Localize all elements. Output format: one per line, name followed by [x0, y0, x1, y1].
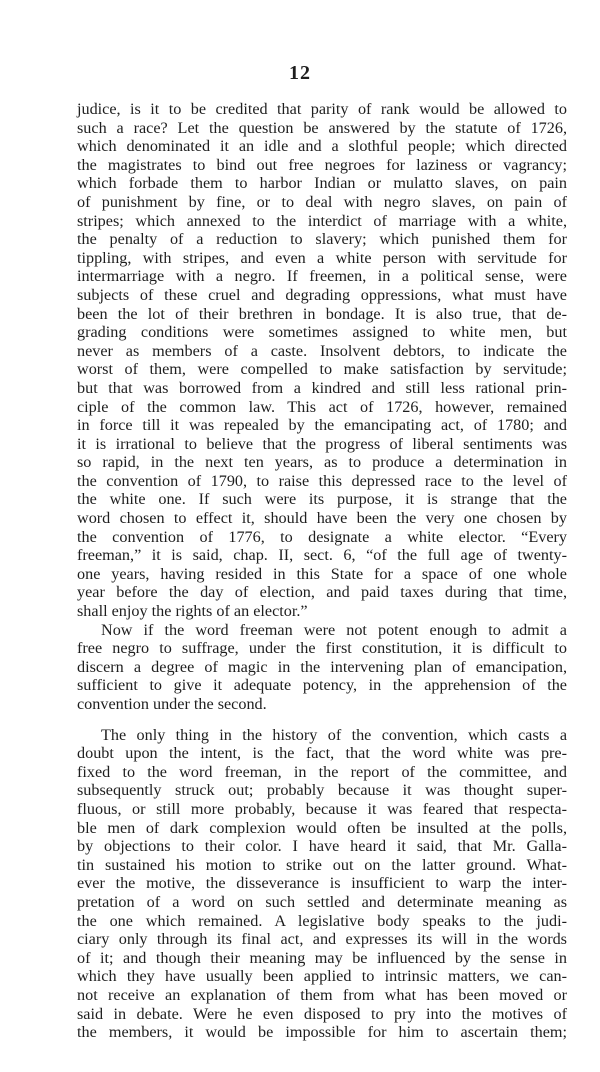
text-line: tin sustained his motion to strike out on the latter ground. What-	[77, 855, 567, 874]
text-line: which forbade them to harbor Indian or mulatto slaves, on pain	[77, 174, 567, 193]
text-line: so rapid, in the next ten years, as to produce a determination in	[77, 453, 567, 472]
text-line: fluous, or still more probably, because it was feared that respecta-	[77, 799, 567, 818]
text-line: by objections to their color. I have heard it said, that Mr. Galla-	[77, 837, 567, 856]
text-line: shall enjoy the rights of an elector.”	[77, 602, 308, 621]
text-line: intermarriage with a negro. If freemen, in a political sense, were	[77, 267, 567, 286]
text-line: of punishment by fine, or to deal with negro slaves, on pain of	[77, 192, 567, 211]
text-line: but that was borrowed from a kindred and still less rational prin-	[77, 378, 567, 397]
text-line: discern a degree of magic in the intervening plan of emancipation,	[77, 657, 567, 676]
text-line: ever the motive, the disseverance is insufficient to warp the inter-	[77, 874, 567, 893]
text-line: been the lot of their brethren in bondage. It is also true, that de-	[77, 304, 567, 323]
text-line: the white one. If such were its purpose, it is strange that the	[77, 490, 567, 509]
text-line: convention under the second.	[77, 695, 267, 713]
text-line: tippling, with stripes, and even a white person with servitude for	[77, 248, 567, 267]
text-line: Now if the word freeman were not potent enough to admit a	[101, 620, 567, 639]
page-number: 12	[289, 62, 311, 84]
text-line: the members, it would be impossible for him to ascertain them;	[77, 1023, 567, 1042]
text-line: one years, having resided in this State for a space of one whole	[77, 564, 567, 583]
text-line: free negro to suffrage, under the first constitution, it is difficult to	[77, 639, 567, 658]
text-line: which they have usually been applied to intrinsic matters, we can-	[77, 967, 567, 986]
text-line: ble men of dark complexion would often be insulted at the polls,	[77, 818, 567, 837]
text-line: the convention of 1790, to raise this depressed race to the level of	[77, 471, 567, 490]
text-line: never as members of a caste. Insolvent debtors, to indicate the	[77, 341, 567, 360]
paragraph-gap	[77, 714, 567, 726]
text-line: ciple of the common law. This act of 1726, however, remained	[77, 397, 567, 416]
text-line: of it; and though their meaning may be influenced by the sense in	[77, 948, 567, 967]
text-line: The only thing in the history of the convention, which casts a	[101, 725, 567, 744]
text-line: not receive an explanation of them from what has been moved or	[77, 985, 567, 1004]
paragraph-1	[77, 100, 567, 621]
text-line: judice, is it to be credited that parity of rank would be allowed to	[77, 100, 567, 118]
text-line: year before the day of election, and paid taxes during that time,	[77, 583, 567, 602]
body-text	[77, 100, 567, 1042]
text-line: fixed to the word freeman, in the report of the committee, and	[77, 762, 567, 781]
paragraph-3	[77, 726, 567, 1042]
text-line: pretation of a word on such settled and determinate meaning as	[77, 892, 567, 911]
paragraph-2	[77, 621, 567, 714]
text-line: doubt upon the intent, is the fact, that the word white was pre-	[77, 744, 567, 763]
text-line: which denominated it an idle and a slothful people; which directed	[77, 137, 567, 156]
text-line: said in debate. Were he even disposed to pry into the motives of	[77, 1004, 567, 1023]
text-line: the penalty of a reduction to slavery; which punished them for	[77, 230, 567, 249]
text-line: grading conditions were sometimes assigned to white men, but	[77, 323, 567, 342]
text-line: subsequently struck out; probably because it was thought super-	[77, 781, 567, 800]
text-line: such a race? Let the question be answered by the statute of 1726,	[77, 118, 567, 137]
text-line: ciary only through its final act, and expresses its will in the words	[77, 930, 567, 949]
text-line: subjects of these cruel and degrading oppressions, what must have	[77, 285, 567, 304]
text-line: the convention of 1776, to designate a white elector. “Every	[77, 527, 567, 546]
text-line: sufficient to give it adequate potency, in the apprehension of the	[77, 676, 567, 695]
text-line: word chosen to effect it, should have been the very one chosen by	[77, 509, 567, 528]
text-line: worst of them, were compelled to make satisfaction by servitude;	[77, 360, 567, 379]
text-line: stripes; which annexed to the interdict of marriage with a white,	[77, 211, 567, 230]
text-line: it is irrational to believe that the progress of liberal sentiments was	[77, 434, 567, 453]
text-line: freeman,” it is said, chap. II, sect. 6, “of the full age of twenty-	[77, 546, 567, 565]
text-line: the magistrates to bind out free negroes for laziness or vagrancy;	[77, 155, 567, 174]
text-line: in force till it was repealed by the emancipating act, of 1780; and	[77, 416, 567, 435]
text-line: the one which remained. A legislative body speaks to the judi-	[77, 911, 567, 930]
